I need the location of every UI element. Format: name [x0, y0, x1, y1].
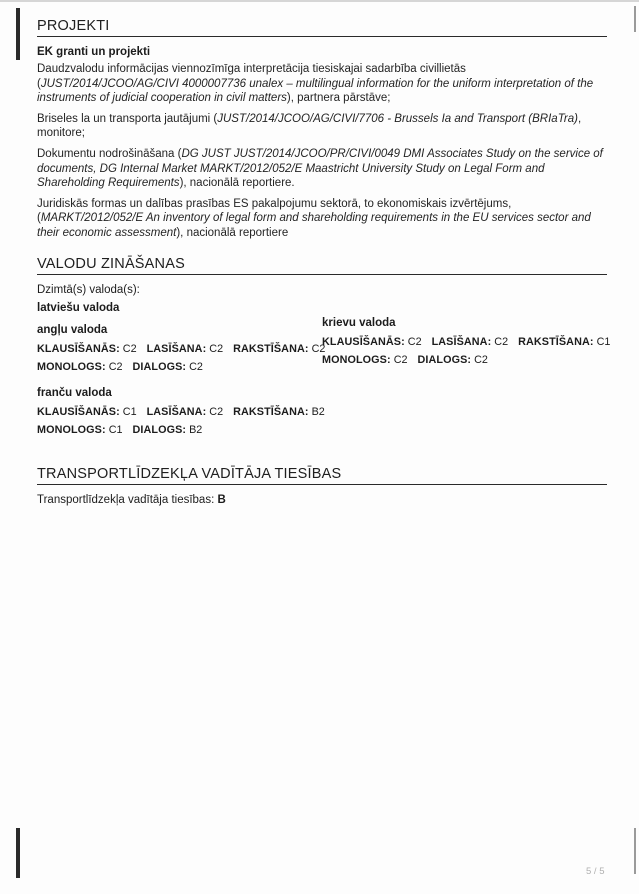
project-item: Briseles la un transporta jautājumi (JUST/2014/JCOO/AG/CIVI/7706 - Brussels Ia and Transport (BRIaTra), monitore; — [37, 112, 582, 140]
native-language-value: latviešu valoda — [37, 301, 120, 314]
skill-line-understanding: KLAUSĪŠANĀS: C2 LASĪŠANA: C2 RAKSTĪŠANA: C2 — [37, 342, 326, 355]
project-item: Juridiskās formas un dalības prasības ES pakalpojumu sektorā, to ekonomiskais izvērtējums, (MARKT/2012/052/E An inventory of legal form and shareholding requirements in the EU services sector and their economic assessment), nacionālā reportiere — [37, 197, 591, 239]
skill-line-speaking: MONOLOGS: C2 DIALOGS: C2 — [37, 360, 203, 373]
page-number: 5 / 5 — [586, 866, 605, 877]
language-name: angļu valoda — [37, 323, 108, 336]
projects-section-title: PROJEKTI — [37, 18, 607, 37]
margin-bar-bottom — [16, 828, 20, 878]
project-item: Daudzvalodu informācijas viennozīmīga interpretācija tiesiskajai sadarbība civillietās (JUST/2014/JCOO/AG/CIVI 4000007736 unalex – multilingual information for the uniform interpretation of the instruments of judicial cooperation in civil matters), partnera pārstāve; — [37, 63, 594, 105]
projects-subtitle: EK granti un projekti — [37, 46, 151, 58]
native-language-label: Dzimtā(s) valoda(s): — [37, 283, 140, 296]
language-russian — [322, 316, 611, 376]
margin-bar-top — [16, 8, 20, 60]
language-name: krievu valoda — [322, 316, 396, 329]
project-item: Dokumentu nodrošināšana (DG JUST JUST/2014/JCOO/PR/CIVI/0049 DMI Associates Study on the service of documents, DG Internal Market MARKT/2012/052/E Maastricht University Study on Legal Form and Shareholding Requirements), nacionālā reportiere. — [37, 147, 603, 190]
license-value: B — [217, 493, 226, 506]
language-name: franču valoda — [37, 386, 112, 399]
license-section-title: TRANSPORTLĪDZEKĻA VADĪTĀJA TIESĪBAS — [37, 466, 607, 485]
languages-section-title: VALODU ZINĀŠANAS — [37, 256, 607, 275]
language-french — [37, 386, 325, 439]
page-content — [37, 18, 611, 506]
skill-line-speaking: MONOLOGS: C1 DIALOGS: B2 — [37, 423, 203, 436]
license-line — [37, 494, 607, 506]
language-english — [37, 323, 326, 376]
skill-line-speaking: MONOLOGS: C2 DIALOGS: C2 — [322, 353, 488, 366]
skill-line-understanding: KLAUSĪŠANĀS: C2 LASĪŠANA: C2 RAKSTĪŠANA: C1 — [322, 335, 611, 348]
right-edge-top — [634, 6, 636, 32]
skill-line-understanding: KLAUSĪŠANĀS: C1 LASĪŠANA: C2 RAKSTĪŠANA: B2 — [37, 405, 325, 418]
scan-edge-top — [0, 0, 639, 2]
right-edge-bottom — [634, 828, 636, 874]
license-label: Transportlīdzekļa vadītāja tiesības: — [37, 493, 215, 506]
foreign-languages — [37, 316, 611, 450]
